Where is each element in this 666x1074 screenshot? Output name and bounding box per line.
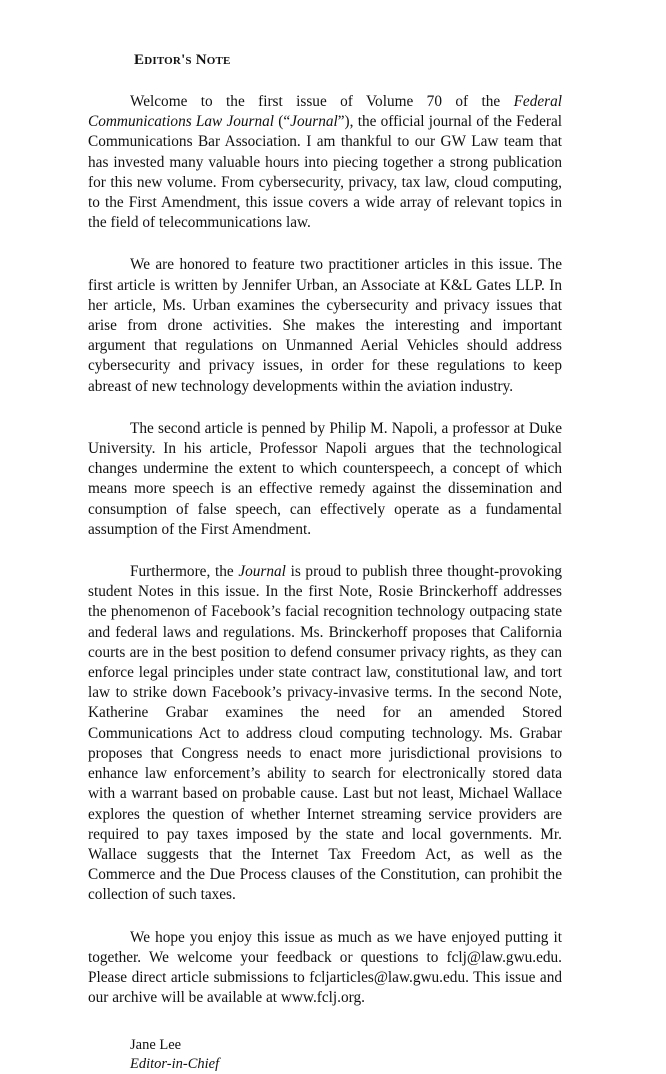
paragraph-text: Welcome to the first issue of Volume 70 of the (130, 93, 514, 110)
article-body (88, 92, 562, 1074)
paragraph-text: We hope you enjoy this issue as much as we have enjoyed putting it together. We welcome your feedback or questions to fclj@law.gwu.edu. Please direct article submissions to fcljarticles@law.gwu.edu. This issue and our archive will be available at www.fclj.org. (88, 928, 562, 1007)
paragraph-text: The second article is penned by Philip M. Napoli, a professor at Duke University. In his article, Professor Napoli argues that the technological changes undermine the extent to which counterspeech, a concept of which means more speech is an effective remedy against the dissemination and consumption of false speech, can effectively operate as a fundamental assumption of the First Amendment. (88, 419, 562, 538)
journal-short-italic: Journal (238, 563, 286, 581)
paragraph-4 (88, 562, 562, 905)
signature-name: Jane Lee (130, 1037, 182, 1054)
paragraph-1 (88, 92, 562, 233)
paragraph-text: ”), the official journal of the Federal Communications Bar Association. I am thankful to our GW Law team that has invested many valuable hours into piecing together a strong publication for this new volume. From cybersecurity, privacy, tax law, cloud computing, to the First Amendment, this issue covers a wide array of relevant topics in the field of telecommunications law. (88, 113, 562, 232)
page-title: Editor's Note (134, 52, 231, 68)
paragraph-3 (88, 419, 562, 540)
paragraph-5 (88, 928, 562, 1009)
paragraph-text: (“ (274, 113, 291, 131)
journal-title-italic: Federal Communications Law Journal (88, 93, 562, 131)
paragraph-2 (88, 255, 562, 396)
paragraph-text: We are honored to feature two practitioner articles in this issue. The first article is written by Jennifer Urban, an Associate at K&L Gates LLP. In her article, Ms. Urban examines the cybersecurity and privacy issues that arise from drone activities. She makes the interesting and important argument that regulations on Unmanned Aerial Vehicles should address cybersecurity and privacy issues, in order for these regulations to keep abreast of new technology developments within the aviation industry. (88, 256, 562, 395)
paragraph-text: Furthermore, the (130, 563, 239, 581)
signature-title: Editor-in-Chief (130, 1056, 220, 1073)
paragraph-text: is proud to publish three thought-provoking student Notes in this issue. In the first Note, Rosie Brinckerhoff addresses the phenomenon of Facebook’s facial recognition technology outpacing state and federal laws and regulations. Ms. Brinckerhoff proposes that California courts are in the best position to defend consumer privacy rights, as they can enforce legal principles under state contract law, constitutional law, and tort law to strike down Facebook’s privacy-invasive terms. In the second Note, Katherine Grabar examines the need for an amended Stored Communications Act to address cloud computing technology. Ms. Grabar proposes that Congress needs to enact more jurisdictional provisions to enhance law enforcement’s ability to search for electronically stored data with a warrant based on probable cause. Last but not least, Michael Wallace explores the question of whether Internet streaming service providers are required to pay taxes imposed by the state and local governments. Mr. Wallace suggests that the Internet Tax Freedom Act, as well as the Commerce and the Due Process clauses of the Constitution, can prohibit the collection of such taxes. (88, 563, 563, 904)
signature-block (130, 1036, 562, 1074)
journal-short-italic: Journal (290, 113, 338, 131)
